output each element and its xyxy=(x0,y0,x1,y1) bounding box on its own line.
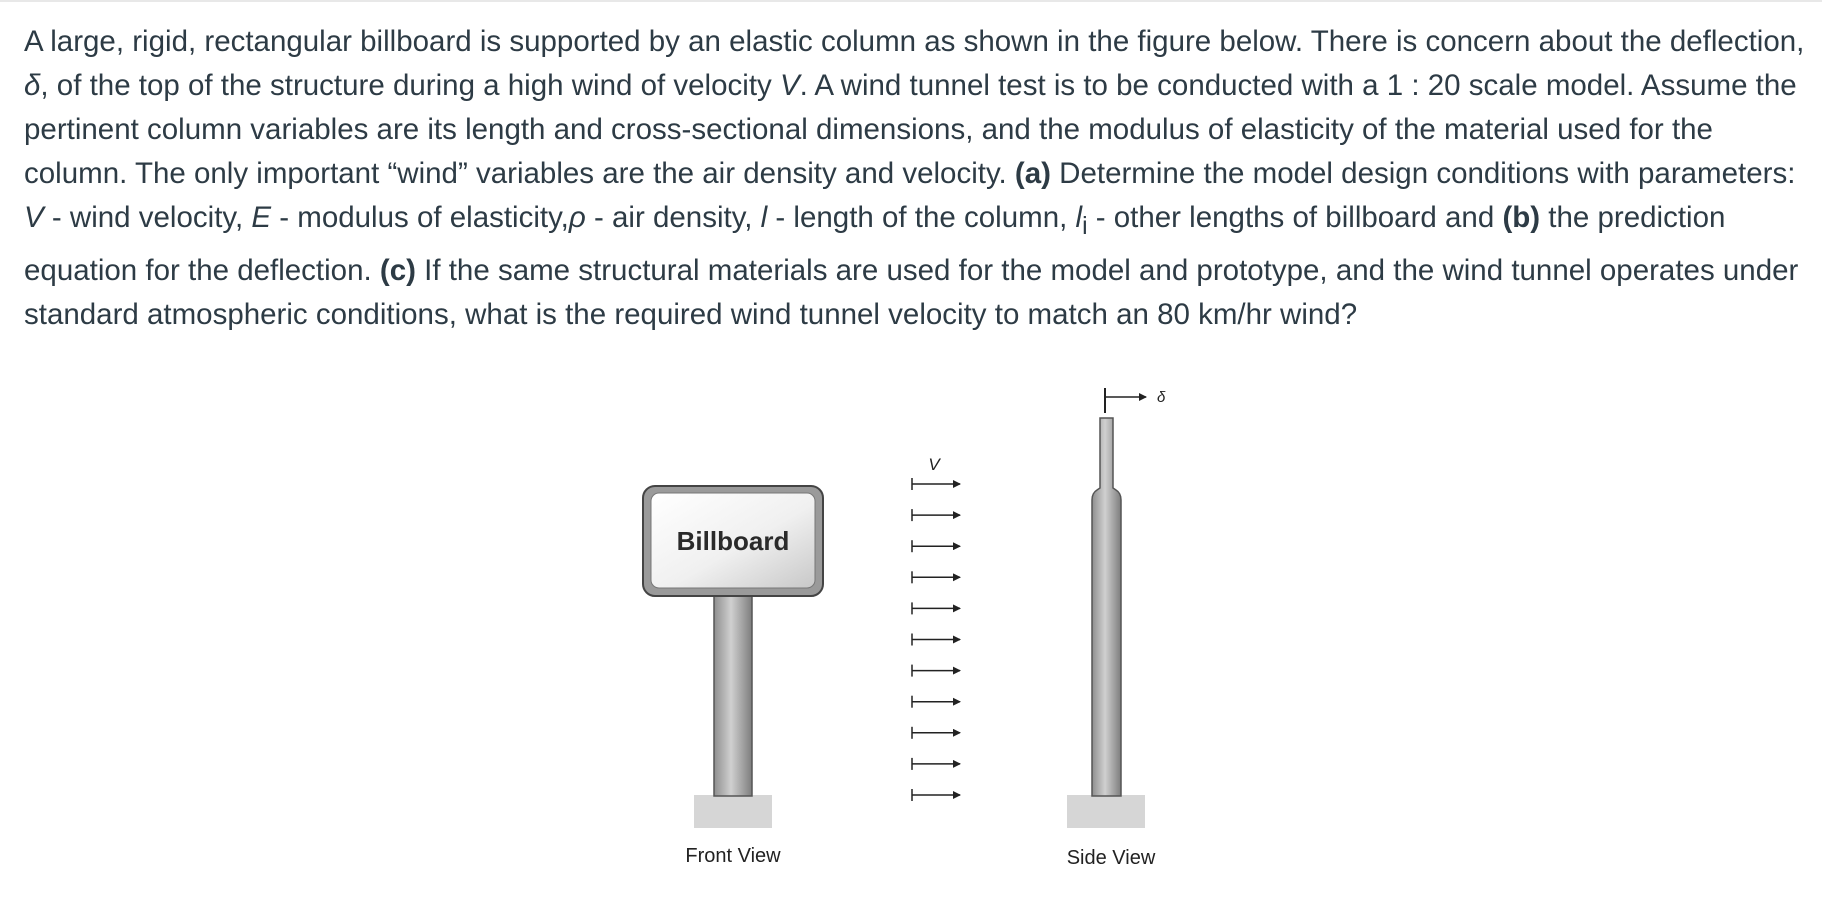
param-l: l xyxy=(760,201,768,234)
deflection-label: δ xyxy=(1157,389,1166,406)
billboard-figure xyxy=(0,389,1822,900)
front-view-label: Front View xyxy=(685,845,781,867)
param-v: V xyxy=(24,201,44,234)
front-column xyxy=(714,596,752,796)
problem-text: - other lengths of billboard and xyxy=(1087,201,1503,234)
side-view xyxy=(1067,388,1166,869)
problem-text: the prediction equation for the deflection. xyxy=(24,201,1726,287)
side-view-label: Side View xyxy=(1066,847,1156,869)
front-base xyxy=(694,795,772,828)
billboard-label: Billboard xyxy=(676,526,790,556)
param-rho: ρ xyxy=(568,201,586,234)
symbol-delta: δ xyxy=(24,69,41,102)
problem-text: Determine the model design conditions with parameters: xyxy=(1050,157,1796,190)
problem-statement xyxy=(24,20,1814,337)
symbol-v: V xyxy=(779,69,800,102)
param-li: l xyxy=(1075,201,1083,234)
wind-velocity-label: V xyxy=(928,455,940,474)
part-a-label: (a) xyxy=(1014,157,1051,190)
problem-text: A large, rigid, rectangular billboard is supported by an elastic column as shown in the figure below. There is concern about the deflection, xyxy=(24,25,1805,58)
part-c-label: (c) xyxy=(379,253,416,287)
part-b-label: (b) xyxy=(1502,201,1541,234)
problem-text: . A wind tunnel test is to be conducted with a 1 : 20 scale model. Assume the pertinent column variables are its length and cross-sectional dimensions, and the modulus of elasticity of the material used for the column. The only important “wind” variables are the air density and velocity. xyxy=(24,69,1797,190)
problem-text: - air density, xyxy=(585,201,761,234)
billboard-diagram xyxy=(0,389,1822,900)
param-li-subscript: i xyxy=(1082,212,1088,240)
wind-arrow-group xyxy=(912,478,960,801)
problem-text: - wind velocity, xyxy=(43,201,252,234)
problem-text: If the same structural materials are used for the model and prototype, and the wind tunnel operates under standard atmospheric conditions, what is the required wind tunnel velocity to match an 80 km/hr wind? xyxy=(24,253,1799,331)
wind-arrows xyxy=(912,455,960,801)
problem-text: , of the top of the structure during a high wind of velocity xyxy=(40,69,780,102)
problem-text: - length of the column, xyxy=(767,201,1076,234)
top-divider xyxy=(0,0,1822,2)
front-view xyxy=(643,486,823,867)
side-base xyxy=(1067,795,1145,828)
param-e: E xyxy=(251,201,272,234)
problem-text: - modulus of elasticity, xyxy=(271,201,569,234)
side-column xyxy=(1092,418,1121,796)
